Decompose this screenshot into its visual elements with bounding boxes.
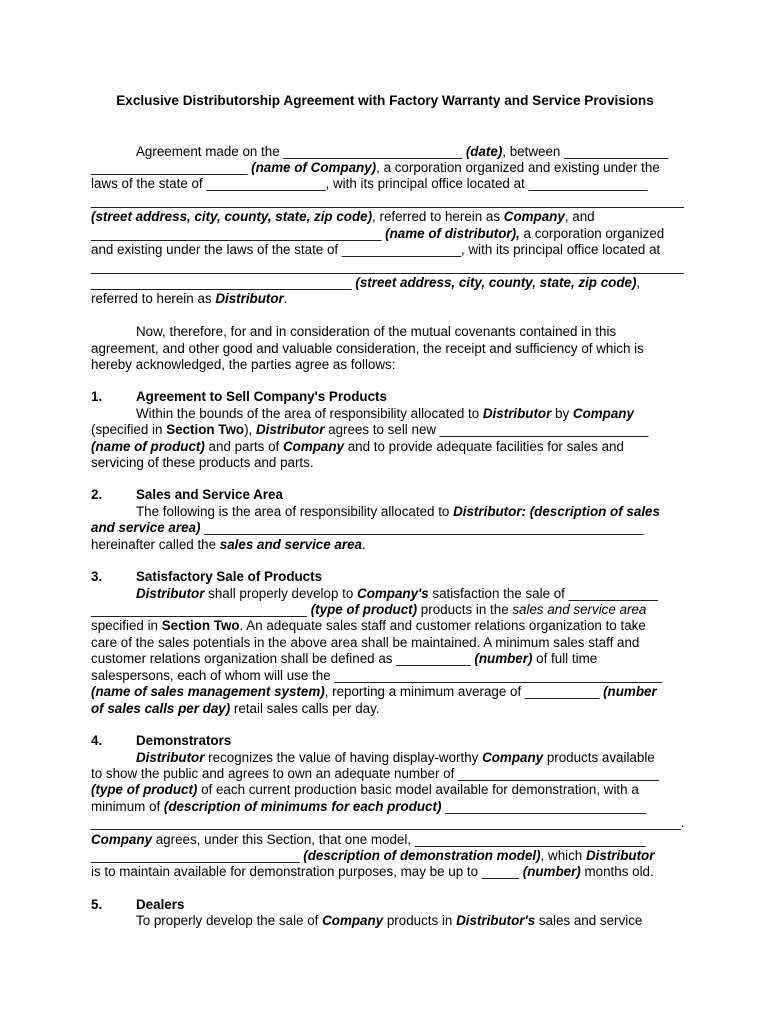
section-4-line-3: (type of product) of each current production basic model available for demonstration, with a — [91, 782, 639, 797]
section-3-line-6: salespersons, each of whom will use the ____________________________________________ — [91, 668, 663, 683]
section-5-number: 5. — [91, 897, 103, 912]
section-3-heading: Satisfactory Sale of Products — [136, 569, 323, 584]
section-4-line-4: minimum of (description of minimums for each product) ___________________________ — [91, 799, 647, 814]
section-1-line-1: Within the bounds of the area of responsibility allocated to Distributor by Company — [136, 406, 634, 421]
section-4-line-5: __________________________________________________________________________________. — [91, 815, 685, 830]
section-3-line-8: of sales calls per day) retail sales calls per day. — [91, 701, 380, 716]
section-4-line-6: Company agrees, under this Section, that one model, _______________________________ — [91, 832, 646, 847]
section-3-line-4: care of the sales potentials in the above area shall be maintained. A minimum sales staff and — [91, 635, 640, 650]
section-4-number: 4. — [91, 733, 103, 748]
section-3-line-2: _____________________________ (type of product) products in the sales and service area — [91, 602, 647, 617]
section-1-line-4: servicing of these products and parts. — [91, 455, 314, 470]
section-4-line-8: is to maintain available for demonstration purposes, may be up to _____ (number) months old. — [91, 864, 654, 879]
section-3-line-5: customer relations organization shall be defined as __________ (number) of full time — [91, 651, 598, 666]
section-1-line-2: (specified in Section Two), Distributor agrees to sell new ____________________________ — [91, 422, 649, 437]
section-3-number: 3. — [91, 569, 103, 584]
section-5-heading: Dealers — [136, 897, 185, 912]
document-title: Exclusive Distributorship Agreement with Factory Warranty and Service Provisions — [116, 93, 654, 108]
section-2-line-1: The following is the area of responsibility allocated to Distributor: (description of sales — [136, 504, 660, 519]
section-5-line-1: To properly develop the sale of Company products in Distributor's sales and service — [136, 913, 643, 928]
intro-line-8: __________________________________________________________________________________ — [91, 259, 684, 274]
section-4-line-1: Distributor recognizes the value of having display-worthy Company products available — [136, 750, 655, 765]
intro-line-1: Agreement made on the ________________________ (date), between ______________ — [136, 144, 669, 159]
intro-line-3: laws of the state of ________________, with its principal office located at ________________ — [91, 176, 648, 191]
section-1-line-3: (name of product) and parts of Company and to provide adequate facilities for sales and — [91, 439, 624, 454]
intro-line-2: _____________________ (name of Company), a corporation organized and existing under the — [91, 160, 660, 175]
recital-line-1: Now, therefore, for and in consideration of the mutual covenants contained in this — [136, 324, 617, 339]
section-2-line-3: hereinafter called the sales and service area. — [91, 537, 366, 552]
intro-line-7: and existing under the laws of the state of ________________, with its principal office located at — [91, 242, 661, 257]
section-3-line-3: specified in Section Two. An adequate sales staff and customer relations organization to take — [91, 618, 646, 633]
section-1-number: 1. — [91, 389, 103, 404]
recital-line-2: agreement, and other good and valuable consideration, the receipt and sufficiency of which is — [91, 341, 644, 356]
intro-line-6: _______________________________________ (name of distributor), a corporation organized — [91, 226, 665, 241]
section-4-heading: Demonstrators — [136, 733, 232, 748]
section-4-line-7: ____________________________ (description of demonstration model), which Distributor — [91, 848, 655, 863]
section-1-heading: Agreement to Sell Company's Products — [136, 389, 387, 404]
intro-line-10: referred to herein as Distributor. — [91, 291, 288, 306]
section-4-line-2: to show the public and agrees to own an adequate number of ___________________________ — [91, 766, 660, 781]
intro-line-5: (street address, city, county, state, zip code), referred to herein as Company, and — [91, 209, 595, 224]
section-3-line-7: (name of sales management system), reporting a minimum average of __________ (number — [91, 684, 657, 699]
section-2-number: 2. — [91, 487, 103, 502]
section-2-heading: Sales and Service Area — [136, 487, 283, 502]
section-3-line-1: Distributor shall properly develop to Company's satisfaction the sale of ____________ — [136, 586, 658, 601]
intro-line-4: __________________________________________________________________________________ — [91, 193, 684, 208]
section-2-line-2: and service area) ___________________________________________________________ — [91, 520, 644, 535]
recital-line-3: hereby acknowledged, the parties agree as follows: — [91, 357, 396, 372]
intro-line-9: ___________________________________ (street address, city, county, state, zip code), — [91, 275, 641, 290]
